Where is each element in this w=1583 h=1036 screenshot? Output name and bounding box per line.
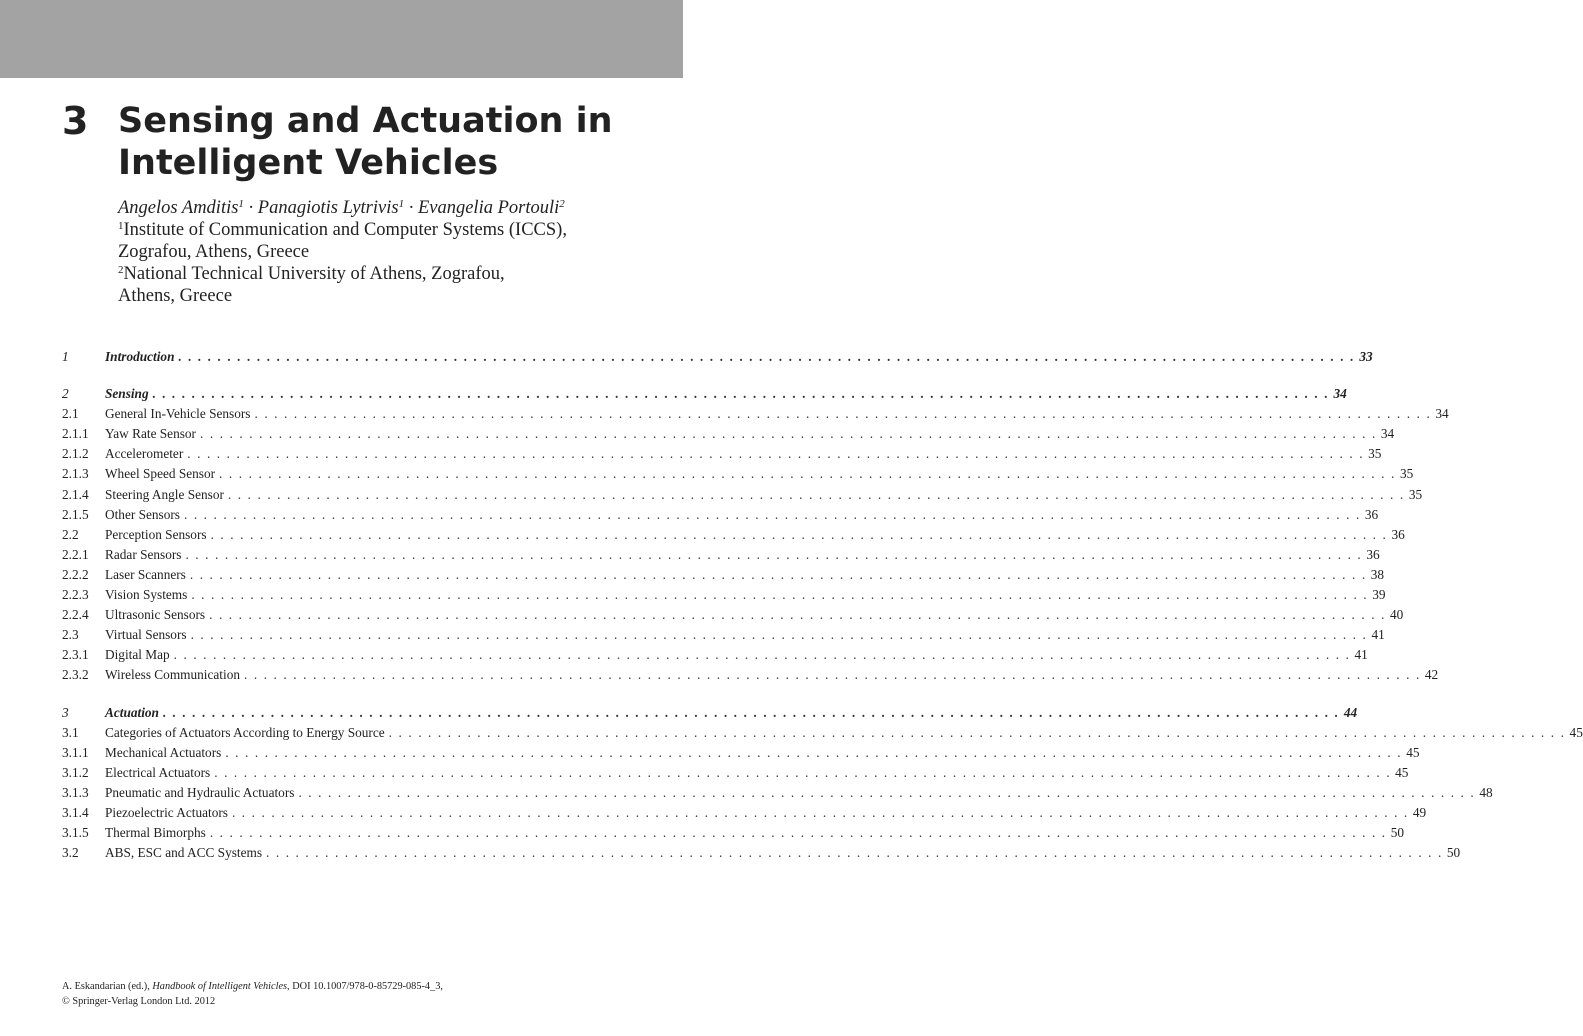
toc-entry-page: 48 — [1479, 784, 1493, 800]
toc-entry[interactable] — [62, 464, 1414, 484]
toc-entry-page: 36 — [1366, 546, 1380, 562]
citation-book-title: Handbook of Intelligent Vehicles — [152, 981, 288, 992]
toc-entry-title: Vision Systems — [105, 587, 188, 603]
citation-doi: , DOI 10.1007/978-0-85729-085-4_3, — [287, 981, 443, 992]
toc-entry[interactable] — [62, 723, 1583, 743]
toc-dot-leader: . . . . . . . . . . . . . . . . . . . . . . . . . . . . . . . . . . . . . . . . . . . . . . . . . . . . . . . . . . . . . . . . . . . . . . . . . . . . . . . . . . . . . . . . . . . . . . . . . . . . . . . . . . . . . . . . . . . . . . . . — [189, 566, 1367, 582]
toc-entry-number: 2.1 — [62, 406, 79, 422]
toc-entry-number: 3.1.5 — [62, 825, 89, 841]
affiliation-line: Athens, Greece — [118, 286, 233, 306]
toc-entry-number: 3.2 — [62, 845, 79, 861]
toc-dot-leader: . . . . . . . . . . . . . . . . . . . . . . . . . . . . . . . . . . . . . . . . . . . . . . . . . . . . . . . . . . . . . . . . . . . . . . . . . . . . . . . . . . . . . . . . . . . . . . . . . . . . . . . . . . . . . . . . . . . . . . . . — [185, 546, 1363, 562]
toc-section-entry[interactable] — [62, 384, 1347, 404]
toc-entry[interactable] — [62, 404, 1449, 424]
toc-entry-title: Wheel Speed Sensor — [105, 466, 216, 482]
toc-dot-leader: . . . . . . . . . . . . . . . . . . . . . . . . . . . . . . . . . . . . . . . . . . . . . . . . . . . . . . . . . . . . . . . . . . . . . . . . . . . . . . . . . . . . . . . . . . . . . . . . . . . . . . . . . . . . . . . . . . . . . . . . — [191, 587, 1369, 603]
toc-entry-number: 2.2.1 — [62, 546, 89, 562]
toc-entry-page: 45 — [1395, 764, 1409, 780]
toc-dot-leader: . . . . . . . . . . . . . . . . . . . . . . . . . . . . . . . . . . . . . . . . . . . . . . . . . . . . . . . . . . . . . . . . . . . . . . . . . . . . . . . . . . . . . . . . . . . . . . . . . . . . . . . . . . . . . . . . . . . . . . . . — [190, 627, 1368, 643]
toc-entry-number: 2.1.4 — [62, 486, 89, 502]
toc-entry-number: 3.1 — [62, 724, 79, 740]
toc-entry-page: 34 — [1333, 386, 1347, 402]
toc-entry-number: 2.3 — [62, 627, 79, 643]
toc-dot-leader: . . . . . . . . . . . . . . . . . . . . . . . . . . . . . . . . . . . . . . . . . . . . . . . . . . . . . . . . . . . . . . . . . . . . . . . . . . . . . . . . . . . . . . . . . . . . . . . . . . . . . . . . . . . . . . . . . . . . . . . . — [152, 386, 1330, 402]
table-of-contents — [62, 347, 1583, 863]
toc-entry-title: Ultrasonic Sensors — [105, 607, 206, 623]
toc-entry-title: Thermal Bimorphs — [105, 825, 206, 841]
affiliation-mark: 2 — [118, 264, 124, 276]
author-affiliation-mark: 2 — [559, 198, 565, 210]
toc-entry-title: Piezoelectric Actuators — [105, 804, 228, 820]
toc-entry-number: 3.1.2 — [62, 764, 89, 780]
header-band — [0, 0, 683, 78]
affiliation — [118, 263, 638, 285]
toc-dot-leader: . . . . . . . . . . . . . . . . . . . . . . . . . . . . . . . . . . . . . . . . . . . . . . . . . . . . . . . . . . . . . . . . . . . . . . . . . . . . . . . . . . . . . . . . . . . . . . . . . . . . . . . . . . . . . . . . . . . . . . . . — [187, 446, 1365, 462]
toc-entry[interactable] — [62, 625, 1385, 645]
toc-entry[interactable] — [62, 505, 1379, 525]
toc-entry-title: Yaw Rate Sensor — [105, 426, 196, 442]
toc-entry-title: Categories of Actuators According to Energy Source — [105, 724, 385, 740]
toc-dot-leader: . . . . . . . . . . . . . . . . . . . . . . . . . . . . . . . . . . . . . . . . . . . . . . . . . . . . . . . . . . . . . . . . . . . . . . . . . . . . . . . . . . . . . . . . . . . . . . . . . . . . . . . . . . . . . . . . . . . . . . . . — [209, 607, 1386, 623]
toc-entry-number: 3.1.1 — [62, 744, 89, 760]
toc-entry-title: Introduction — [105, 349, 175, 364]
toc-entry-page: 41 — [1371, 627, 1385, 643]
toc-entry-page: 36 — [1391, 526, 1405, 542]
toc-entry[interactable] — [62, 424, 1395, 444]
author-names — [118, 197, 638, 219]
toc-entry-title: Pneumatic and Hydraulic Actuators — [105, 784, 295, 800]
author-name: Angelos Amditis — [118, 198, 239, 218]
toc-entry-page: 35 — [1368, 446, 1382, 462]
toc-entry[interactable] — [62, 605, 1404, 625]
toc-entry[interactable] — [62, 585, 1386, 605]
toc-entry-title: Wireless Communication — [105, 667, 240, 683]
toc-entry-number: 2.2.3 — [62, 587, 89, 603]
toc-section-entry[interactable] — [62, 703, 1358, 723]
toc-dot-leader: . . . . . . . . . . . . . . . . . . . . . . . . . . . . . . . . . . . . . . . . . . . . . . . . . . . . . . . . . . . . . . . . . . . . . . . . . . . . . . . . . . . . . . . . . . . . . . . . . . . . . . . . . . . . . . . . . . . . . . . . — [183, 506, 1361, 522]
toc-gap — [62, 367, 613, 384]
toc-dot-leader: . . . . . . . . . . . . . . . . . . . . . . . . . . . . . . . . . . . . . . . . . . . . . . . . . . . . . . . . . . . . . . . . . . . . . . . . . . . . . . . . . . . . . . . . . . . . . . . . . . . . . . . . . . . . . . . . . . . . . . . . — [298, 784, 1476, 800]
author-name: Panagiotis Lytrivis — [257, 198, 399, 218]
toc-entry-page: 39 — [1372, 587, 1386, 603]
toc-entry-title: Laser Scanners — [105, 566, 186, 582]
toc-entry-page: 45 — [1569, 724, 1583, 740]
author-affiliation-mark: 1 — [238, 198, 244, 210]
toc-entry-title: Sensing — [105, 386, 149, 402]
toc-dot-leader: . . . . . . . . . . . . . . . . . . . . . . . . . . . . . . . . . . . . . . . . . . . . . . . . . . . . . . . . . . . . . . . . . . . . . . . . . . . . . . . . . . . . . . . . . . . . . . . . . . . . . . . . . . . . . . . . . . . . . . . . — [162, 704, 1340, 720]
toc-dot-leader: . . . . . . . . . . . . . . . . . . . . . . . . . . . . . . . . . . . . . . . . . . . . . . . . . . . . . . . . . . . . . . . . . . . . . . . . . . . . . . . . . . . . . . . . . . . . . . . . . . . . . . . . . . . . . . . . . . . . . . . . — [266, 845, 1443, 861]
toc-entry-title: Other Sensors — [105, 506, 180, 522]
citation-line — [62, 979, 622, 994]
toc-entry-page: 38 — [1370, 566, 1385, 582]
toc-dot-leader: . . . . . . . . . . . . . . . . . . . . . . . . . . . . . . . . . . . . . . . . . . . . . . . . . . . . . . . . . . . . . . . . . . . . . . . . . . . . . . . . . . . . . . . . . . . . . . . . . . . . . . . . . . . . . . . . . . . . . . . . — [388, 724, 1566, 740]
toc-entry-page: 49 — [1412, 804, 1427, 820]
toc-entry[interactable] — [62, 645, 1368, 665]
toc-entry[interactable] — [62, 763, 1409, 783]
toc-entry[interactable] — [62, 803, 1427, 823]
toc-entry-number: 2.2.2 — [62, 566, 89, 582]
toc-entry-number: 2.3.1 — [62, 647, 89, 663]
chapter-title: Sensing and Actuation in Intelligent Vehicles — [118, 101, 613, 183]
toc-dot-leader: . . . . . . . . . . . . . . . . . . . . . . . . . . . . . . . . . . . . . . . . . . . . . . . . . . . . . . . . . . . . . . . . . . . . . . . . . . . . . . . . . . . . . . . . . . . . . . . . . . . . . . . . . . . . . . . . . . . . . . . . — [231, 804, 1409, 820]
toc-entry-title: Mechanical Actuators — [105, 744, 222, 760]
toc-dot-leader: . . . . . . . . . . . . . . . . . . . . . . . . . . . . . . . . . . . . . . . . . . . . . . . . . . . . . . . . . . . . . . . . . . . . . . . . . . . . . . . . . . . . . . . . . . . . . . . . . . . . . . . . . . . . . . . . . . . . . . . . — [225, 744, 1403, 760]
toc-entry-page: 44 — [1343, 704, 1358, 720]
toc-dot-leader: . . . . . . . . . . . . . . . . . . . . . . . . . . . . . . . . . . . . . . . . . . . . . . . . . . . . . . . . . . . . . . . . . . . . . . . . . . . . . . . . . . . . . . . . . . . . . . . . . . . . . . . . . . . . . . . . . . . . . . . . — [214, 764, 1392, 780]
page-footer — [62, 979, 622, 1009]
toc-entry-page: 35 — [1408, 486, 1423, 502]
toc-gap — [62, 686, 613, 703]
toc-entry-number: 2.1.2 — [62, 446, 89, 462]
toc-entry[interactable] — [62, 843, 1461, 863]
toc-entry-number: 2.3.2 — [62, 667, 89, 683]
toc-entry-number: 2.2.4 — [62, 607, 89, 623]
toc-entry-page: 33 — [1359, 349, 1373, 364]
toc-entry-number: 2 — [62, 386, 69, 402]
toc-entry-title: Accelerometer — [105, 446, 184, 462]
toc-entry-title: Radar Sensors — [105, 546, 182, 562]
authors-block — [118, 197, 638, 307]
toc-entry[interactable] — [62, 525, 1405, 545]
toc-entry-page: 34 — [1380, 426, 1395, 442]
affiliation-line: Institute of Communication and Computer Systems (ICCS), — [123, 220, 567, 240]
toc-dot-leader: . . . . . . . . . . . . . . . . . . . . . . . . . . . . . . . . . . . . . . . . . . . . . . . . . . . . . . . . . . . . . . . . . . . . . . . . . . . . . . . . . . . . . . . . . . . . . . . . . . . . . . . . . . . . . . . . . . . . . . . . — [173, 647, 1351, 663]
affiliation-line: National Technical University of Athens, Zografou, — [123, 264, 505, 284]
toc-entry[interactable] — [62, 743, 1420, 763]
toc-entry-number: 2.1.5 — [62, 506, 89, 522]
toc-entry-title: Steering Angle Sensor — [105, 486, 224, 502]
toc-dot-leader: . . . . . . . . . . . . . . . . . . . . . . . . . . . . . . . . . . . . . . . . . . . . . . . . . . . . . . . . . . . . . . . . . . . . . . . . . . . . . . . . . . . . . . . . . . . . . . . . . . . . . . . . . . . . . . . . . . . . . . . . — [219, 466, 1396, 482]
toc-entry-title: General In-Vehicle Sensors — [105, 406, 251, 422]
toc-entry[interactable] — [62, 485, 1423, 505]
toc-dot-leader: . . . . . . . . . . . . . . . . . . . . . . . . . . . . . . . . . . . . . . . . . . . . . . . . . . . . . . . . . . . . . . . . . . . . . . . . . . . . . . . . . . . . . . . . . . . . . . . . . . . . . . . . . . . . . . . . . . . . . . . . — [209, 825, 1387, 841]
toc-entry[interactable] — [62, 823, 1405, 843]
toc-entry[interactable] — [62, 783, 1493, 803]
author-name: Evangelia Portouli — [417, 198, 560, 218]
copyright-line: © Springer-Verlag London Ltd. 2012 — [62, 996, 216, 1007]
toc-entry-title: Perception Sensors — [105, 526, 207, 542]
citation-editor: A. Eskandarian (ed.), — [62, 981, 153, 992]
affiliation-line: Zografou, Athens, Greece — [118, 242, 310, 262]
toc-entry[interactable] — [62, 444, 1382, 464]
toc-entry[interactable] — [62, 665, 1439, 685]
toc-entry-page: 35 — [1399, 466, 1414, 482]
author-separator: · — [404, 198, 418, 218]
toc-entry[interactable] — [62, 565, 1385, 585]
toc-entry-number: 2.1.3 — [62, 466, 89, 482]
toc-entry-title: Digital Map — [105, 647, 170, 663]
toc-entry-title: Actuation — [105, 704, 159, 720]
toc-entry-number: 1 — [62, 349, 69, 364]
toc-entry-page: 45 — [1406, 744, 1420, 760]
toc-dot-leader: . . . . . . . . . . . . . . . . . . . . . . . . . . . . . . . . . . . . . . . . . . . . . . . . . . . . . . . . . . . . . . . . . . . . . . . . . . . . . . . . . . . . . . . . . . . . . . . . . . . . . . . . . . . . . . . . . . . . . . . . — [210, 526, 1388, 542]
toc-entry-number: 3 — [62, 704, 69, 720]
toc-section-entry[interactable] — [62, 347, 1373, 367]
toc-dot-leader: . . . . . . . . . . . . . . . . . . . . . . . . . . . . . . . . . . . . . . . . . . . . . . . . . . . . . . . . . . . . . . . . . . . . . . . . . . . . . . . . . . . . . . . . . . . . . . . . . . . . . . . . . . . . . . . . . . . . . . . . — [254, 406, 1432, 422]
toc-entry-page: 41 — [1354, 647, 1368, 663]
toc-dot-leader: . . . . . . . . . . . . . . . . . . . . . . . . . . . . . . . . . . . . . . . . . . . . . . . . . . . . . . . . . . . . . . . . . . . . . . . . . . . . . . . . . . . . . . . . . . . . . . . . . . . . . . . . . . . . . . . . . . . . . . . . — [200, 426, 1377, 442]
toc-entry-page: 34 — [1435, 406, 1449, 422]
toc-dot-leader: . . . . . . . . . . . . . . . . . . . . . . . . . . . . . . . . . . . . . . . . . . . . . . . . . . . . . . . . . . . . . . . . . . . . . . . . . . . . . . . . . . . . . . . . . . . . . . . . . . . . . . . . . . . . . . . . . . . . . . . . — [244, 667, 1421, 683]
toc-entry-number: 3.1.4 — [62, 804, 89, 820]
toc-entry-title: ABS, ESC and ACC Systems — [105, 845, 263, 861]
toc-entry-page: 36 — [1364, 506, 1379, 522]
toc-entry-number: 2.2 — [62, 526, 79, 542]
toc-entry-number: 2.1.1 — [62, 426, 89, 442]
toc-entry-number: 3.1.3 — [62, 784, 89, 800]
author-separator: · — [243, 198, 258, 218]
author-affiliation-mark: 1 — [398, 198, 405, 210]
toc-entry-page: 40 — [1389, 607, 1404, 623]
affiliation — [118, 219, 638, 241]
toc-entry-page: 42 — [1424, 667, 1439, 683]
toc-dot-leader: . . . . . . . . . . . . . . . . . . . . . . . . . . . . . . . . . . . . . . . . . . . . . . . . . . . . . . . . . . . . . . . . . . . . . . . . . . . . . . . . . . . . . . . . . . . . . . . . . . . . . . . . . . . . . . . . . . . . . . . . — [178, 349, 1356, 364]
toc-entry-page: 50 — [1446, 845, 1461, 861]
chapter-number: 3 — [62, 99, 89, 143]
toc-dot-leader: . . . . . . . . . . . . . . . . . . . . . . . . . . . . . . . . . . . . . . . . . . . . . . . . . . . . . . . . . . . . . . . . . . . . . . . . . . . . . . . . . . . . . . . . . . . . . . . . . . . . . . . . . . . . . . . . . . . . . . . . — [227, 486, 1405, 502]
toc-entry-title: Virtual Sensors — [105, 627, 187, 643]
toc-entry[interactable] — [62, 545, 1380, 565]
toc-entry-page: 50 — [1390, 825, 1405, 841]
toc-entry-title: Electrical Actuators — [105, 764, 211, 780]
affiliation-mark: 1 — [118, 220, 124, 232]
